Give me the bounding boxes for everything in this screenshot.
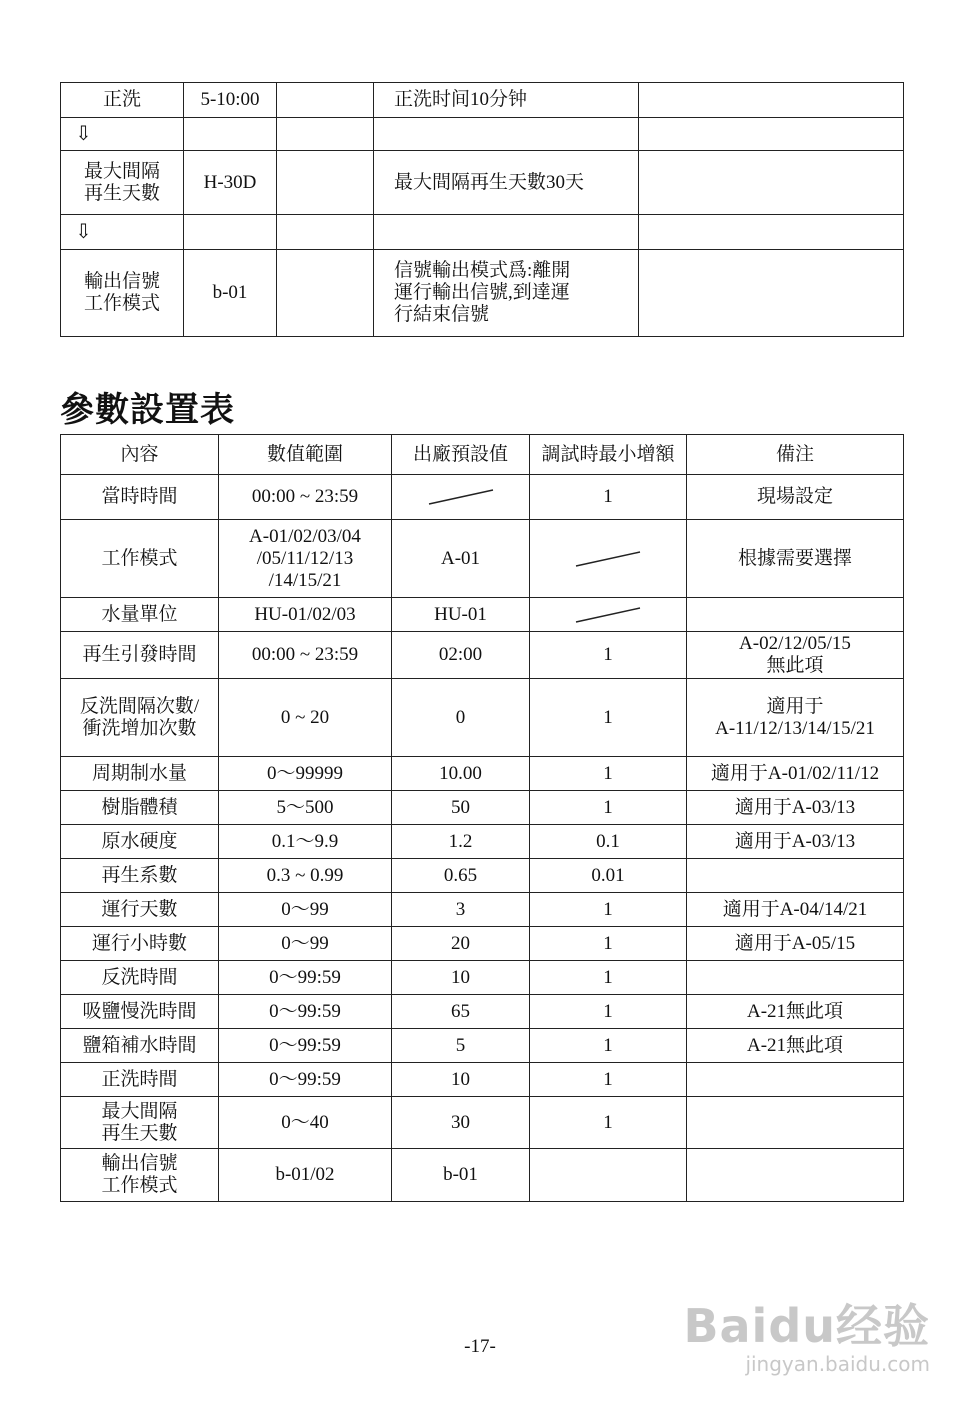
- table-cell: 適用于A-03/13: [687, 825, 904, 859]
- column-header: 出廠預設值: [392, 435, 530, 475]
- table-cell: 周期制水量: [61, 757, 219, 791]
- cell-code: 5-10:00: [184, 83, 277, 118]
- table-cell: 10: [392, 961, 530, 995]
- table-cell: 1: [530, 475, 687, 520]
- table-cell: 0～99:59: [219, 1063, 392, 1097]
- table-cell: 水量單位: [61, 598, 219, 632]
- table-cell: 02:00: [392, 632, 530, 679]
- table-cell: 1: [530, 1063, 687, 1097]
- table-row: [61, 757, 904, 791]
- table-row: [61, 151, 904, 215]
- table-cell: 適用于A-01/02/11/12: [687, 757, 904, 791]
- cell-note: [639, 151, 904, 215]
- table-cell: 當時時間: [61, 475, 219, 520]
- column-header: 內容: [61, 435, 219, 475]
- table-cell: 再生引發時間: [61, 632, 219, 679]
- column-header: 數值範圍: [219, 435, 392, 475]
- table-cell: 1: [530, 927, 687, 961]
- page-number: -17-: [464, 1336, 496, 1357]
- table-cell: HU-01: [392, 598, 530, 632]
- table-cell: b-01: [392, 1149, 530, 1202]
- table-cell: 1: [530, 791, 687, 825]
- cell-desc: 最大間隔再生天數30天: [374, 151, 639, 215]
- table-cell: 1: [530, 893, 687, 927]
- table-row: [61, 118, 904, 151]
- table-row: [61, 520, 904, 598]
- table-cell: 工作模式: [61, 520, 219, 598]
- cell-note: [639, 83, 904, 118]
- table-cell: [687, 598, 904, 632]
- table-cell: [687, 859, 904, 893]
- table-cell: 0.65: [392, 859, 530, 893]
- table-cell: 適用于A-05/15: [687, 927, 904, 961]
- table-cell: 0 ~ 20: [219, 679, 392, 757]
- table-cell: 10.00: [392, 757, 530, 791]
- table-cell: 0: [392, 679, 530, 757]
- table-cell: HU-01/02/03: [219, 598, 392, 632]
- table-cell: A-01/02/03/04 /05/11/12/13 /14/15/21: [219, 520, 392, 598]
- table-cell: [687, 1063, 904, 1097]
- table-cell: 00:00 ~ 23:59: [219, 475, 392, 520]
- cell-note: [639, 250, 904, 337]
- cell-name: 正洗: [61, 83, 184, 118]
- table-cell: 適用于 A-11/12/13/14/15/21: [687, 679, 904, 757]
- cell-code: b-01: [184, 250, 277, 337]
- cell-code: [184, 118, 277, 151]
- table-cell: 原水硬度: [61, 825, 219, 859]
- table-row: [61, 927, 904, 961]
- table-cell: 現場設定: [687, 475, 904, 520]
- table-cell: 0～99: [219, 893, 392, 927]
- down-arrow-icon: ⇩: [61, 215, 184, 250]
- table-cell: 0～99:59: [219, 1029, 392, 1063]
- table-cell: 65: [392, 995, 530, 1029]
- table-row: [61, 632, 904, 679]
- not-applicable-slash-icon: [530, 520, 687, 598]
- column-header: 備注: [687, 435, 904, 475]
- cell-code: [184, 215, 277, 250]
- table-row: [61, 250, 904, 337]
- table-cell: 反洗間隔次數/ 衝洗增加次數: [61, 679, 219, 757]
- table-row: [61, 598, 904, 632]
- table-cell: 0.1: [530, 825, 687, 859]
- table-cell: 輸出信號 工作模式: [61, 1149, 219, 1202]
- table-cell: A-01: [392, 520, 530, 598]
- cell-blank: [277, 118, 374, 151]
- cell-desc: 信號輸出模式爲:離開 運行輸出信號,到達運 行結束信號: [374, 250, 639, 337]
- table-row: [61, 1063, 904, 1097]
- table-cell: 1: [530, 1097, 687, 1149]
- baidu-logo: Baidu经验: [683, 1299, 930, 1353]
- table-cell: 根據需要選擇: [687, 520, 904, 598]
- cell-blank: [277, 83, 374, 118]
- table-cell: 1: [530, 995, 687, 1029]
- table-cell: 1: [530, 757, 687, 791]
- table-cell: 鹽箱補水時間: [61, 1029, 219, 1063]
- table-cell: [687, 1149, 904, 1202]
- table-row: [61, 791, 904, 825]
- table-row: [61, 825, 904, 859]
- down-arrow-icon: ⇩: [61, 118, 184, 151]
- table-cell: [687, 1097, 904, 1149]
- table-row: [61, 475, 904, 520]
- table-cell: A-02/12/05/15 無此項: [687, 632, 904, 679]
- table-cell: 再生系數: [61, 859, 219, 893]
- cell-note: [639, 215, 904, 250]
- table-cell: 30: [392, 1097, 530, 1149]
- table-row: [61, 1097, 904, 1149]
- table-row: [61, 83, 904, 118]
- table-cell: 適用于A-03/13: [687, 791, 904, 825]
- table-cell: 0～99999: [219, 757, 392, 791]
- process-steps-table: [60, 82, 904, 337]
- table-cell: A-21無此項: [687, 995, 904, 1029]
- table-row: [61, 859, 904, 893]
- cell-blank: [277, 215, 374, 250]
- table-cell: 0.1～9.9: [219, 825, 392, 859]
- table-cell: 0.3 ~ 0.99: [219, 859, 392, 893]
- section-title: 參數設置表: [60, 390, 235, 430]
- table-cell: 1: [530, 679, 687, 757]
- table-row: [61, 893, 904, 927]
- table-cell: 1.2: [392, 825, 530, 859]
- not-applicable-slash-icon: [392, 475, 530, 520]
- table-row: [61, 679, 904, 757]
- table-cell: 運行天數: [61, 893, 219, 927]
- table-cell: A-21無此項: [687, 1029, 904, 1063]
- table-row: [61, 995, 904, 1029]
- table-cell: 50: [392, 791, 530, 825]
- table-cell: 1: [530, 1029, 687, 1063]
- parameter-settings-table: [60, 434, 904, 1202]
- cell-name: 輸出信號 工作模式: [61, 250, 184, 337]
- table-header-row: [61, 435, 904, 475]
- table-cell: 吸鹽慢洗時間: [61, 995, 219, 1029]
- cell-blank: [277, 250, 374, 337]
- table-row: [61, 215, 904, 250]
- not-applicable-slash-icon: [530, 598, 687, 632]
- table-cell: 0.01: [530, 859, 687, 893]
- table-cell: [687, 961, 904, 995]
- cell-desc: [374, 118, 639, 151]
- table-cell: 0～99:59: [219, 961, 392, 995]
- table-cell: 3: [392, 893, 530, 927]
- table-cell: 1: [530, 961, 687, 995]
- table-row: [61, 1149, 904, 1202]
- table-cell: 0～99: [219, 927, 392, 961]
- cell-desc: [374, 215, 639, 250]
- table-cell: 0～40: [219, 1097, 392, 1149]
- cell-blank: [277, 151, 374, 215]
- table-cell: 運行小時數: [61, 927, 219, 961]
- cell-desc: 正洗时间10分钟: [374, 83, 639, 118]
- table-cell: 5～500: [219, 791, 392, 825]
- cell-note: [639, 118, 904, 151]
- table-cell: 5: [392, 1029, 530, 1063]
- column-header: 調試時最小增額: [530, 435, 687, 475]
- table-cell: [530, 1149, 687, 1202]
- table-row: [61, 1029, 904, 1063]
- watermark: [683, 1290, 930, 1376]
- cell-name: 最大間隔 再生天數: [61, 151, 184, 215]
- table-cell: 最大間隔 再生天數: [61, 1097, 219, 1149]
- table-row: [61, 961, 904, 995]
- watermark-url: jingyan.baidu.com: [745, 1352, 930, 1376]
- table-cell: 00:00 ~ 23:59: [219, 632, 392, 679]
- table-cell: 20: [392, 927, 530, 961]
- table-cell: 反洗時間: [61, 961, 219, 995]
- table-cell: 1: [530, 632, 687, 679]
- table-cell: 適用于A-04/14/21: [687, 893, 904, 927]
- table-cell: 正洗時間: [61, 1063, 219, 1097]
- table-cell: 10: [392, 1063, 530, 1097]
- table-cell: 樹脂體積: [61, 791, 219, 825]
- cell-code: H-30D: [184, 151, 277, 215]
- table-cell: b-01/02: [219, 1149, 392, 1202]
- table-cell: 0～99:59: [219, 995, 392, 1029]
